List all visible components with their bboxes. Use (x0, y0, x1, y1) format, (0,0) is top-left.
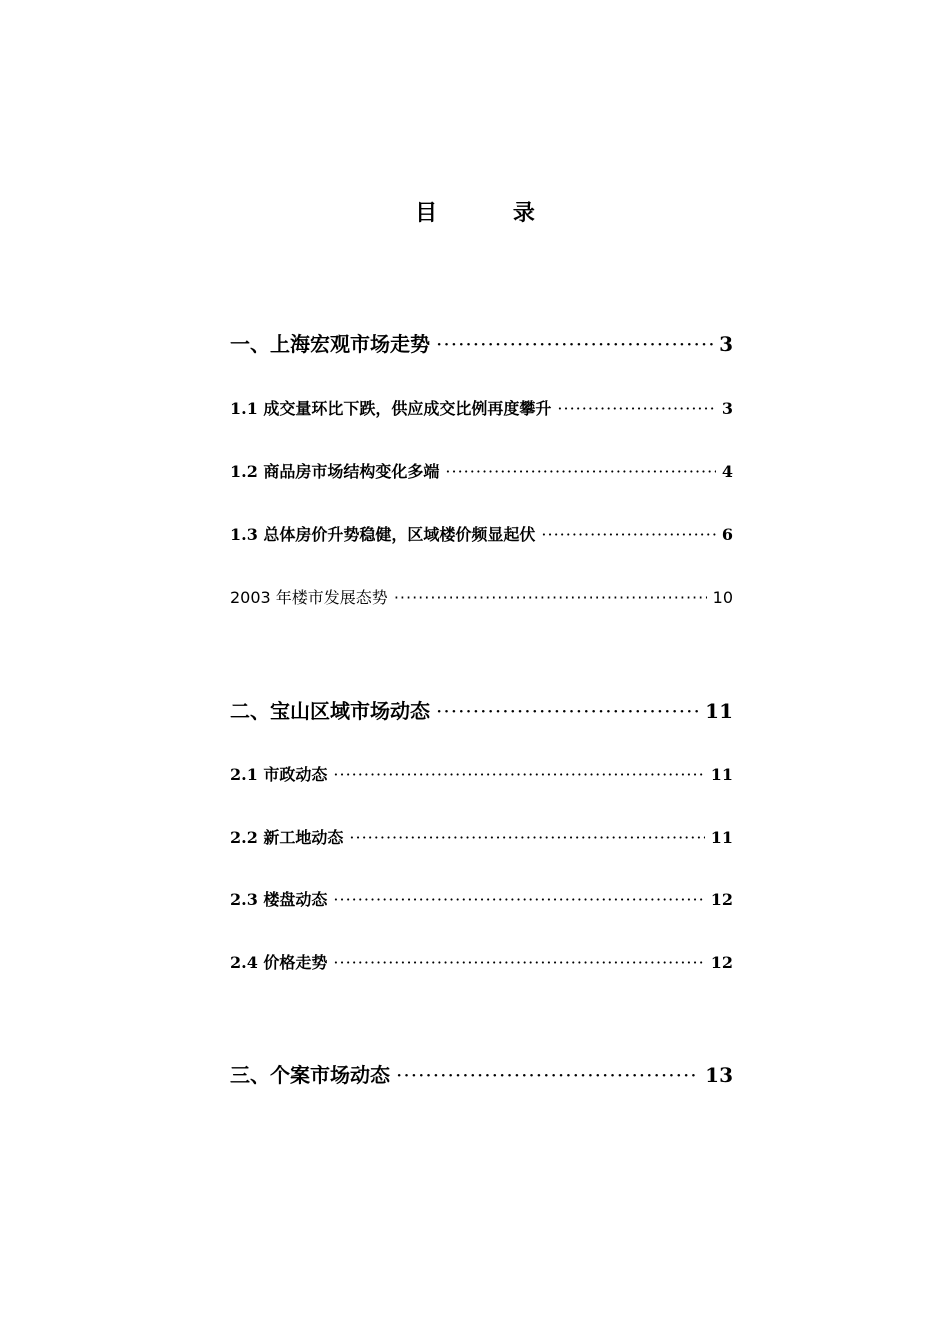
toc-entry-label: 二、宝山区域市场动态 (230, 699, 430, 723)
toc-leader-dots (445, 462, 715, 481)
toc-entry-label: 2.4 价格走势 (230, 953, 328, 972)
toc-page-number: 11 (710, 828, 733, 847)
toc-page-number: 3 (721, 399, 733, 418)
toc-entry-label: 2.3 楼盘动态 (230, 890, 328, 909)
toc-leader-dots (436, 332, 713, 356)
toc-page-number: 3 (719, 332, 733, 356)
toc-leader-dots (557, 399, 715, 418)
toc-page-number: 13 (705, 1063, 733, 1087)
toc-entry-1-3[interactable] (230, 522, 733, 545)
toc-entry-section-3[interactable] (230, 1059, 733, 1088)
toc-page-number: 11 (710, 765, 733, 784)
toc-leader-dots (349, 828, 704, 847)
toc-page-number: 6 (721, 525, 733, 544)
toc-leader-dots (394, 588, 707, 607)
toc-entry-label: 2.1 市政动态 (230, 765, 328, 784)
toc-entry-label: 三、个案市场动态 (230, 1063, 390, 1087)
toc-leader-dots (333, 953, 704, 972)
page-title: 目 录 (415, 200, 569, 226)
toc-page-number: 12 (710, 890, 733, 909)
toc-entry-2-4[interactable] (230, 950, 733, 973)
toc-entry-2003-trend[interactable] (230, 585, 733, 608)
toc-entry-label: 1.3 总体房价升势稳健，区域楼价频显起伏 (230, 525, 536, 544)
toc-entry-label: 一、上海宏观市场走势 (230, 332, 430, 356)
toc-entry-label: 1.1 成交量环比下跌，供应成交比例再度攀升 (230, 399, 552, 418)
toc-entry-label: 2003 年楼市发展态势 (230, 588, 388, 607)
toc-entry-1-1[interactable] (230, 396, 733, 419)
toc-entry-2-2[interactable] (230, 825, 733, 848)
toc-leader-dots (333, 890, 704, 909)
toc-entry-label: 2.2 新工地动态 (230, 828, 344, 847)
toc-leader-dots (396, 1063, 699, 1087)
toc-page-number: 11 (705, 699, 733, 723)
toc-page-number: 10 (712, 588, 733, 607)
toc-entry-section-1[interactable] (230, 328, 733, 357)
toc-entry-2-3[interactable] (230, 887, 733, 910)
toc-leader-dots (333, 765, 704, 784)
toc-entry-1-2[interactable] (230, 459, 733, 482)
toc-leader-dots (436, 699, 699, 723)
toc-entry-2-1[interactable] (230, 762, 733, 785)
toc-entry-label: 1.2 商品房市场结构变化多端 (230, 462, 440, 481)
toc-page-number: 4 (721, 462, 733, 481)
toc-page-number: 12 (710, 953, 733, 972)
toc-entry-section-2[interactable] (230, 695, 733, 724)
toc-leader-dots (541, 525, 715, 544)
